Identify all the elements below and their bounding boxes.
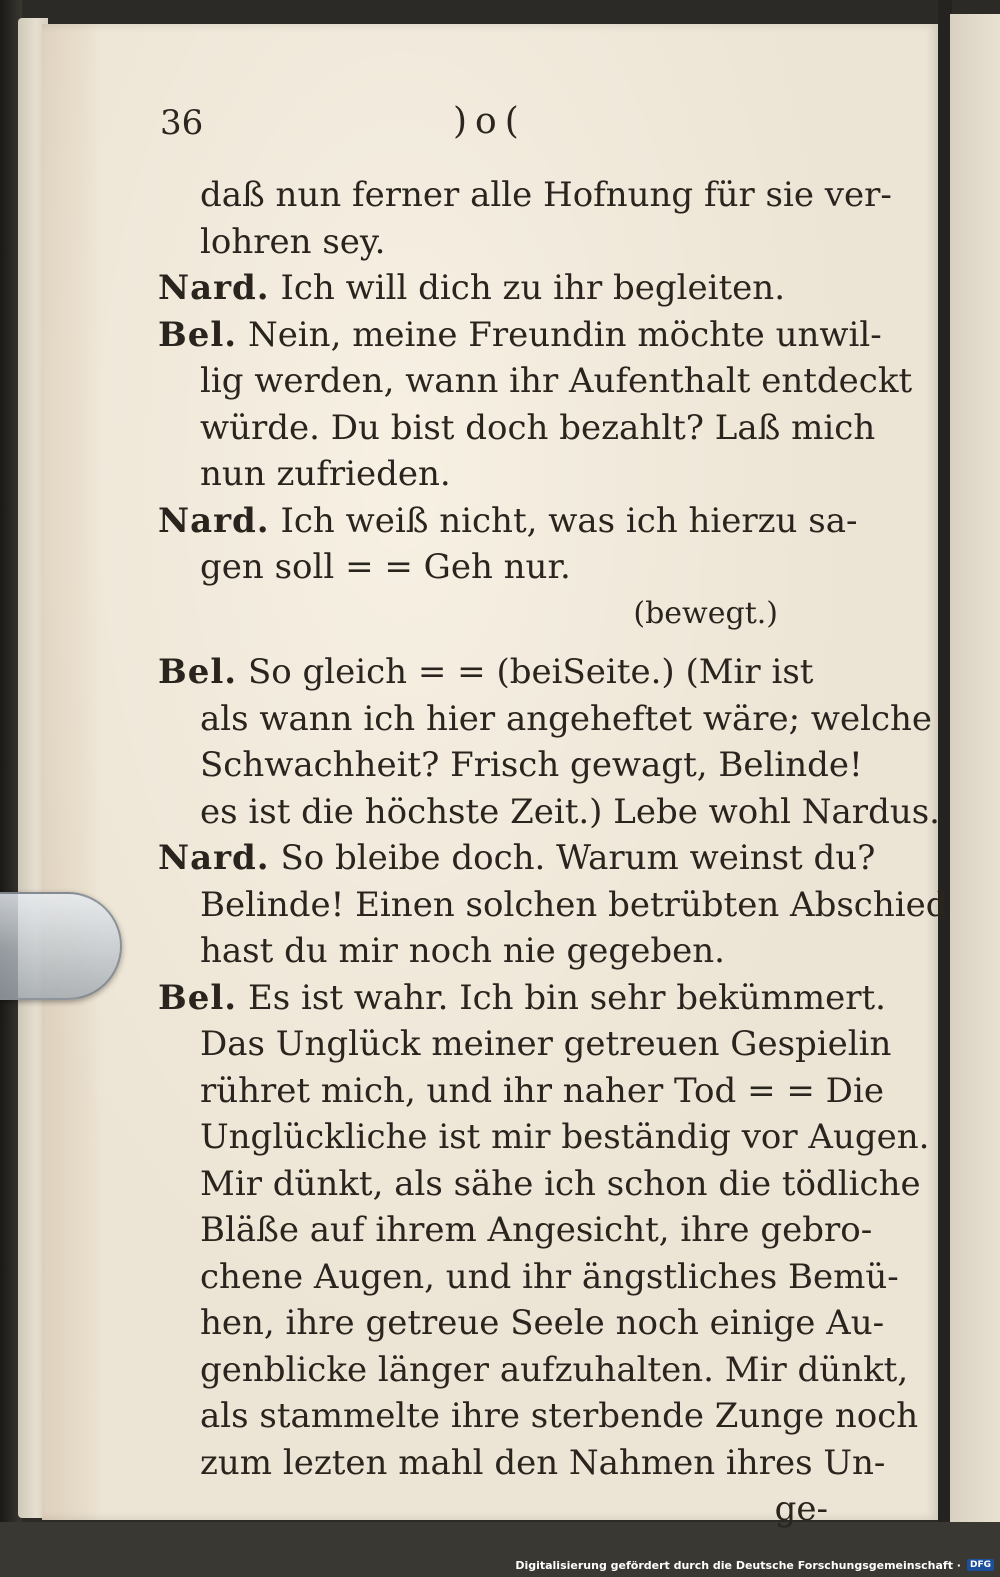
text-line — [158, 835, 876, 882]
line-text: rühret mich, und ihr naher Tod = = Die — [200, 1070, 884, 1111]
text-line — [158, 1114, 930, 1161]
text-line — [158, 1440, 886, 1487]
text-line — [158, 219, 848, 266]
catchword: ge- — [774, 1489, 828, 1529]
text-line — [158, 451, 848, 498]
page-header — [160, 103, 860, 153]
line-text: würde. Du bist doch bezahlt? Laß mich — [200, 407, 876, 448]
line-text: gen soll = = Geh nur. — [200, 547, 571, 587]
text-line — [158, 172, 892, 219]
line-text: Schwachheit? Frisch gewagt, Belinde! — [200, 745, 863, 785]
page-body — [158, 172, 948, 1533]
text-line — [158, 1161, 921, 1208]
line-text: So gleich = = (beiSeite.) (Mir ist — [247, 652, 814, 692]
line-text: So bleibe doch. Warum weinst du? — [280, 838, 876, 878]
line-text: Ich weiß nicht, was ich hierzu sa- — [280, 500, 858, 541]
line-text: genblicke länger aufzuhalten. Mir dünkt, — [200, 1349, 909, 1390]
text-line — [158, 649, 848, 696]
line-text: Bläße auf ihrem Angesicht, ihre gebro- — [200, 1210, 873, 1250]
line-text: lohren sey. — [200, 221, 386, 262]
text-line — [158, 544, 848, 591]
line-text: daß nun ferner alle Hofnung für sie ver- — [200, 175, 892, 215]
text-line — [158, 358, 913, 405]
speaker-name: Bel. — [158, 652, 238, 692]
spacer — [158, 637, 848, 649]
text-line — [158, 1021, 892, 1068]
text-line — [158, 1254, 899, 1301]
text-line — [158, 1068, 884, 1115]
speaker-name: Bel. — [158, 977, 238, 1018]
dfg-logo-icon: DFG — [967, 1559, 994, 1571]
line-text: chene Augen, und ihr ängstliches Bemü- — [200, 1256, 899, 1297]
speaker-name: Nard. — [158, 500, 270, 541]
scanner-page-clip — [0, 892, 122, 1000]
text-line — [158, 789, 940, 836]
text-line — [158, 498, 858, 545]
speaker-name: Nard. — [158, 268, 270, 308]
line-text: Nein, meine Freundin möchte unwil- — [247, 314, 882, 355]
text-line — [158, 1300, 885, 1347]
text-line — [158, 742, 863, 789]
text-line — [158, 1207, 873, 1254]
facing-page-edge — [950, 14, 1000, 1524]
stage-direction: (bewegt.) — [633, 595, 778, 631]
text-line — [158, 1393, 919, 1440]
line-text: lig werden, wann ihr Aufenthalt entdeckt — [200, 361, 913, 401]
speaker-name: Nard. — [158, 838, 270, 878]
line-text: Unglückliche ist mir beständig vor Augen. — [200, 1117, 930, 1157]
digitization-footer — [0, 1553, 1000, 1577]
text-line — [158, 265, 848, 312]
line-text: als stammelte ihre sterbende Zunge noch — [200, 1396, 919, 1436]
line-text: nun zufrieden. — [200, 454, 451, 494]
line-text: hen, ihre getreue Seele noch einige Au- — [200, 1303, 885, 1343]
text-line — [158, 405, 876, 452]
header-ornament: )o( — [453, 101, 527, 142]
text-line — [158, 696, 933, 743]
text-line — [158, 1347, 909, 1394]
line-text: Mir dünkt, als sähe ich schon die tödliche — [200, 1163, 921, 1204]
footer-credit: Digitalisierung gefördert durch die Deutsche Forschungsgemeinschaft · — [515, 1558, 961, 1572]
dialogue-block-1 — [158, 172, 913, 591]
line-text: als wann ich hier angeheftet wäre; welche — [200, 698, 933, 739]
line-text: Es ist wahr. Ich bin sehr bekümmert. — [247, 977, 886, 1018]
text-line — [158, 975, 886, 1022]
page-number: 36 — [160, 103, 204, 143]
line-text: Das Unglück meiner getreuen Gespielin — [200, 1024, 892, 1064]
text-line — [158, 928, 848, 975]
text-line — [158, 882, 948, 929]
text-line — [158, 312, 882, 359]
line-text: es ist die höchste Zeit.) Lebe wohl Nardus. — [200, 791, 940, 832]
line-text: Ich will dich zu ihr begleiten. — [280, 268, 786, 308]
line-text: zum lezten mahl den Nahmen ihres Un- — [200, 1442, 886, 1483]
line-text: Belinde! Einen solchen betrübten Abschied — [200, 884, 948, 925]
scan-background-top — [0, 0, 1000, 20]
speaker-name: Bel. — [158, 314, 238, 355]
dialogue-block-2 — [158, 649, 948, 1486]
line-text: hast du mir noch nie gegeben. — [200, 931, 725, 971]
